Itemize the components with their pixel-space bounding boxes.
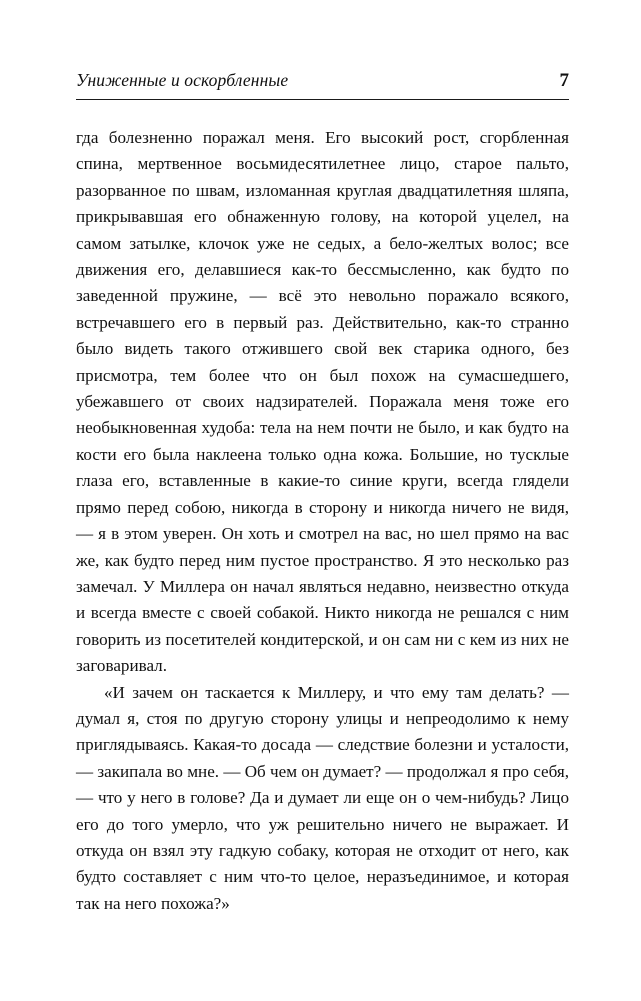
body-text bbox=[76, 125, 569, 917]
page-number: 7 bbox=[559, 70, 569, 91]
paragraph: «И зачем он таскается к Миллеру, и что ему там делать? — думал я, стоя по другую сторону улицы и непреодолимо к нему приглядываясь. Какая-то досада — следствие болезни и усталости, — закипала во мне. — Об чем он думает? — продолжал я про себя, — что у него в голове? Да и думает ли еще он о чем-нибудь? Лицо его до того умерло, что уж решительно ничего не выражает. И откуда он взял эту гадкую собаку, которая не отходит от него, как будто составляет с ним что-то целое, неразъединимое, и которая так на него похожа?» bbox=[76, 682, 569, 913]
paragraph: гда болезненно поражал меня. Его высокий рост, сгорбленная спина, мертвенное восьмидесятилетнее лицо, старое пальто, разорванное по швам, изломанная круглая двадцатилетняя шляпа, прикрывавшая его обнаженную голову, на которой уцелел, на самом затылке, клочок уже не седых, а бело-желтых волос; все движения его, делавшиеся как-то бессмысленно, как будто по заведенной пружине, — всё это невольно поражало всякого, встречавшего его в первый раз. Действительно, как-то странно было видеть такого отжившего свой век старика одного, без присмотра, тем более что он был похож на сумасшедшего, убежавшего от своих надзирателей. Поражала меня тоже его необыкновенная худоба: тела на нем почти не было, и как будто на кости его была наклеена только одна кожа. Большие, но тусклые глаза его, вставленные в какие-то синие круги, всегда глядели прямо перед собою, никогда в сторону и никогда ничего не видя, — я в этом уверен. Он хоть и смотрел на вас, но шел прямо на вас же, как будто перед ним пустое пространство. Я это несколько раз замечал. У Миллера он начал являться недавно, неизвестно откуда и всегда вместе с своей собакой. Никто никогда не решался с ним говорить из посетителей кондитерской, и он сам ни с кем из них не заговаривал. bbox=[76, 128, 569, 676]
page-header bbox=[76, 70, 569, 100]
running-title: Униженные и оскорбленные bbox=[76, 70, 289, 90]
